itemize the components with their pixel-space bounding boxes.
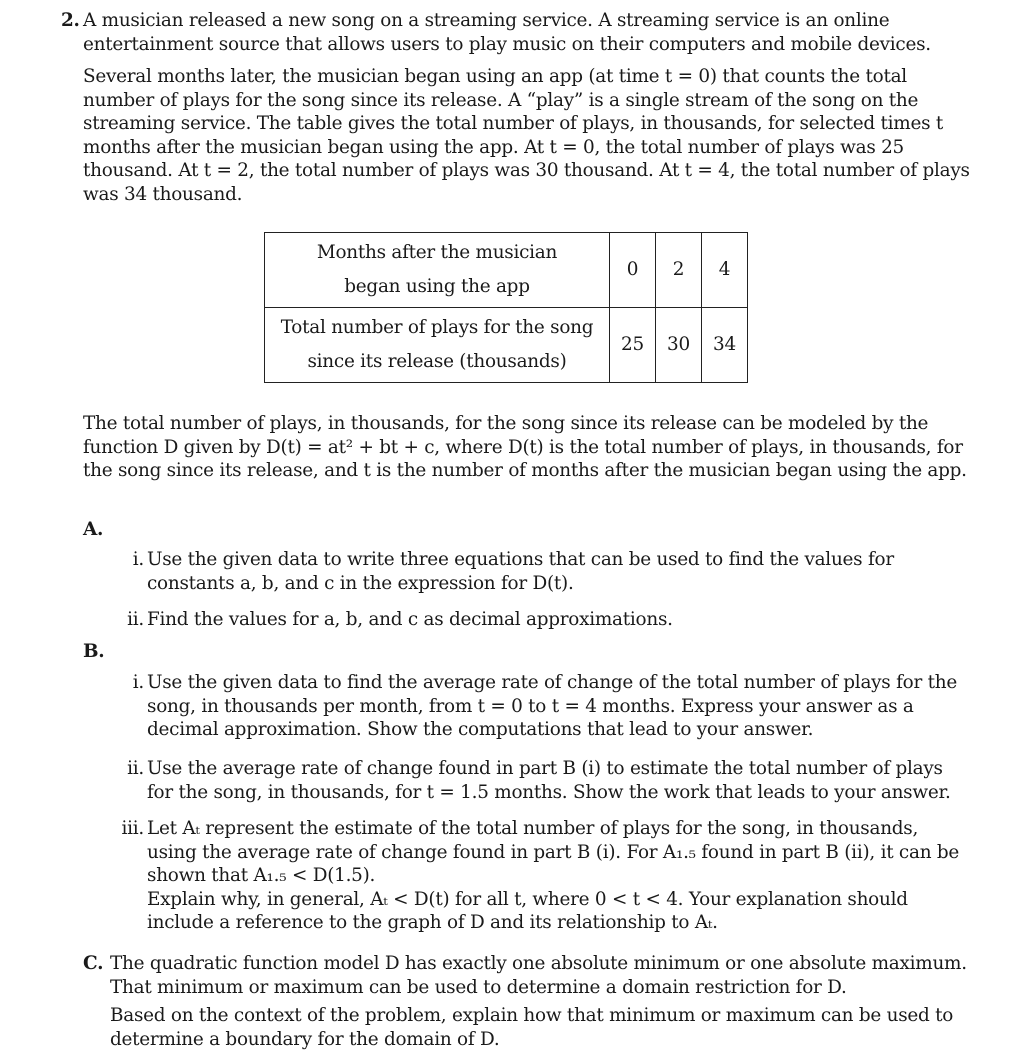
part-c — [83, 952, 973, 1051]
part-b-label: B. — [83, 641, 105, 662]
item-text: Find the values for a, b, and c as decimal approximations. — [147, 609, 673, 630]
table-row-months — [265, 233, 748, 308]
table-header-plays: Total number of plays for the song since its release (thousands) — [265, 308, 610, 383]
part-c-text-1: The quadratic function model D has exactly one absolute minimum or one absolute maximum. That minimum or maximum can be used to determine a domain restriction for D. — [110, 953, 967, 998]
table-cell: 34 — [702, 308, 748, 383]
part-a-ii — [120, 608, 970, 632]
part-b-iii — [120, 817, 970, 935]
part-b-i — [120, 671, 970, 742]
part-c-label: C. — [83, 953, 104, 974]
model-paragraph: The total number of plays, in thousands, for the song since its release can be modeled by the function D given by D(t) = at² + bt + c, where D(t) is the total number of plays, in thousands, for the song since its release, and t is the number of months after the musician began using the app. — [83, 413, 967, 481]
item-number: ii. — [127, 758, 144, 779]
part-b-ii — [120, 757, 970, 804]
intro-paragraph-2: Several months later, the musician began using an app (at time t = 0) that counts the total number of plays for the song since its release. A “play” is a single stream of the song on the streaming service. The table gives the total number of plays, in thousands, for selected times t months after the musician began using the app. At t = 0, the total number of plays was 25 thousand. At t = 2, the total number of plays was 30 thousand. At t = 4, the total number of plays was 34 thousand. — [83, 66, 970, 205]
table-row-plays — [265, 308, 748, 383]
item-number: i. — [132, 672, 144, 693]
part-c-text-2: Based on the context of the problem, explain how that minimum or maximum can be used to determine a boundary for the domain of D. — [110, 1005, 954, 1050]
table-cell: 30 — [656, 308, 702, 383]
item-text: Use the average rate of change found in part B (i) to estimate the total number of plays for the song, in thousands, for t = 1.5 months. Show the work that leads to your answer. — [147, 758, 951, 803]
table-cell: 0 — [610, 233, 656, 308]
plays-table — [264, 232, 748, 383]
item-text: Let Aₜ represent the estimate of the total number of plays for the song, in thousands, using the average rate of change found in part B (i). For A₁.₅ found in part B (ii), it can be shown that A₁.₅ < D(1.5). Explain why, in general, Aₜ < D(t) for all t, where 0 < t < 4. Your explanation should include a reference to the graph of D and its relationship to Aₜ. — [147, 818, 960, 933]
item-number: i. — [132, 549, 144, 570]
part-a-label: A. — [83, 519, 104, 540]
item-text: Use the given data to find the average rate of change of the total number of plays for the song, in thousands per month, from t = 0 to t = 4 months. Express your answer as a decimal approximation. Show the computations that lead to your answer. — [147, 672, 957, 740]
table-cell: 4 — [702, 233, 748, 308]
part-a-i — [120, 548, 970, 595]
table-cell: 25 — [610, 308, 656, 383]
table-cell: 2 — [656, 233, 702, 308]
item-number: iii. — [121, 818, 144, 839]
item-number: ii. — [127, 609, 144, 630]
question-number: 2. — [61, 10, 80, 31]
item-text: Use the given data to write three equations that can be used to find the values for constants a, b, and c in the expression for D(t). — [147, 549, 894, 594]
table-header-months: Months after the musician began using the app — [265, 233, 610, 308]
intro-paragraph-1: A musician released a new song on a streaming service. A streaming service is an online entertainment source that allows users to play music on their computers and mobile devices. — [83, 10, 931, 55]
